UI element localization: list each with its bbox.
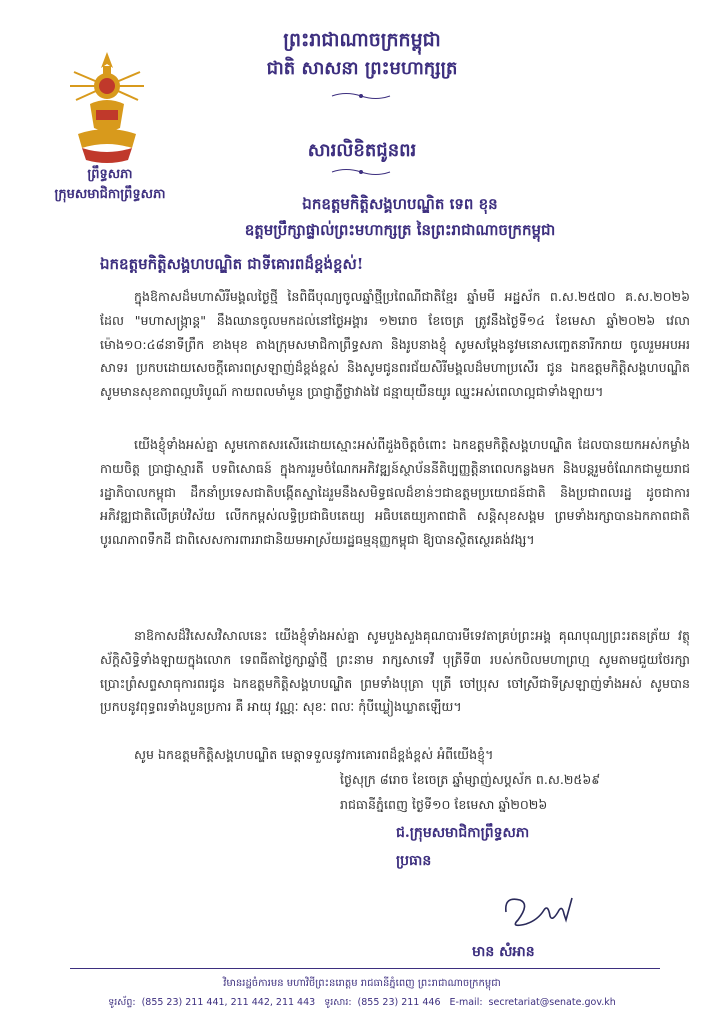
phone-number: (855 23) 211 441, 211 442, 211 443 [141,997,316,1008]
fax-number: (855 23) 211 446 [357,997,441,1008]
fax-label: ទូរសារ: [324,997,352,1008]
org-name-women-caucus: ក្រុមសមាជិកាព្រឹទ្ធសភា [54,187,166,202]
body-paragraph: ក្នុងឱកាសដ៏មហាសិរីមង្គលថ្ងៃថ្មី នៃពិធីបុណ្យចូលឆ្នាំថ្មីប្រពៃណីជាតិខ្មែរ ឆ្នាំមមី អដ្ឋស័ក ព.ស.២៥៧០ គ.ស.២០២៦ ដែល "មហាសង្ក្រាន្ត" នឹងឈានចូលមកដល់នៅថ្ងៃអង្គារ ១២រោច ខែចេត្រ ត្រូវនឹងថ្ងៃទី១៤ ខែមេសា ឆ្នាំ២០២៦ វេលាម៉ោង១០:៤៨នាទីព្រឹក ខាងមុខ តាងក្រុមសមាជិកាព្រឹទ្ធសភា និងរូបនាងខ្ញុំ សូមសម្តែងនូវមនោសញ្ចេតនារីករាយ ចូលរួមអបអរសាទរ ប្រកបដោយសេចក្តីគោរពស្រឡាញ់ដ៏ខ្ពង់ខ្ពស់ និងសូមជូនពរជ័យសិរីមង្គលដ៏មហាប្រសើរ ជូន ឯកឧត្តមកិត្តិសង្គហបណ្ឌិត សូមមានសុខភាពល្អបរិបូណ៍ កាយពលមាំមួន ប្រាជ្ញាភ្លឺថ្លាវាងវៃ ជន្មាយុយឺនយូរ ឈ្នះអស់ពេលាល្អជាទាំងឡាយ។ [100,289,690,400]
recipient-name: ឯកឧត្តមកិត្តិសង្គហបណ្ឌិត ទេព ខុន [302,195,498,213]
handwritten-signature [500,890,580,932]
signer-name: មាន សំអាន [472,944,535,960]
email-label: E-mail: [449,997,483,1008]
recipient-title: ឧត្តមប្រឹក្សាផ្ទាល់ព្រះមហាក្សត្រ នៃព្រះរាជាណាចក្រកម្ពុជា [244,221,556,239]
email-address: secretariat@senate.gov.kh [488,997,616,1008]
document-title: សារលិខិតជូនពរ [307,140,417,161]
lunar-date: ថ្ងៃសុក្រ ៨រោច ខែចេត្រ ឆ្នាំម្សាញ់សប្តស័ក ព.ស.២៥៦៩ [340,772,601,787]
phone-label: ទូរស័ព្ទ: [108,997,136,1008]
footer-address: វិមានរដ្ឋចំការមន មហាវិថីព្រះនរោត្តម រាជធានីភ្នំពេញ ព្រះរាជាណាចក្រកម្ពុជា [223,978,501,989]
motto-line: ជាតិ សាសនា ព្រះមហាក្សត្រ [266,58,458,79]
divider-ornament [330,90,392,102]
signing-organization: ជ.ក្រុមសមាជិកាព្រឹទ្ធសភា [396,825,530,841]
body-paragraph: នាឱកាសដ៏វិសេសវិសាលនេះ យើងខ្ញុំទាំងអស់គ្នា សូមបួងសួងគុណបារមីទេវតាគ្រប់ព្រះអង្គ គុណបុណ្យព្រះរតនត្រ័យ វត្ថុស័ក្តិសិទ្ធិទាំងឡាយក្នុងលោក ទេពធីតាថ្ងៃក្សាឆ្នាំថ្មី ព្រះនាម រាក្សសាទេវី បុត្រីទី៣ របស់កបិលមហាព្រហ្ម សូមតាមជួយថែរក្សា ប្រោះព្រំសព្ទសាធុការពរជូន ឯកឧត្តមកិត្តិសង្គហបណ្ឌិត ព្រមទាំងបុត្រា បុត្រី ចៅប្រុស ចៅស្រីជាទីស្រឡាញ់ទាំងអស់ សូមបានប្រកបនូវពុទ្ធពរទាំងបួនប្រការ គឺ អាយុ វណ្ណៈ សុខៈ ពលៈ កុំបីឃ្លៀងឃ្លាតឡើយ។ [100,628,690,715]
footer-divider [70,968,660,969]
kingdom-line: ព្រះរាជាណាចក្រកម្ពុជា [283,29,441,51]
divider-ornament [330,166,392,178]
body-paragraph: យើងខ្ញុំទាំងអស់គ្នា សូមកោតសរសើរដោយស្មោះអស់ពីដួងចិត្តចំពោះ ឯកឧត្តមកិត្តិសង្គហបណ្ឌិត ដែលបានយកអស់កម្លាំងកាយចិត្ត ប្រាជ្ញាស្មារតី បទពិសោធន៍ ក្នុងការរួមចំណែកអភិវឌ្ឍន៍ស្ថាប័ននីតិប្បញ្ញត្តិនាពេលកន្លងមក និងបន្តរួមចំណែកជាមួយរាជរដ្ឋាភិបាលកម្ពុជា ដឹកនាំប្រទេសជាតិបង្កើតស្នាដៃរួមនឹងសមិទ្ធផលដ៏ខាន់ៗជាឧត្តមប្រយោជន៍ជាតិ និងប្រជាពលរដ្ឋ ដូចជាការអភិវឌ្ឍជាតិលើគ្រប់វិស័យ លើកកម្ពស់លទ្ធិប្រជាធិបតេយ្យ អធិបតេយ្យភាពជាតិ សន្តិសុខសង្គម ព្រមទាំងរក្សាបានឯកភាពជាតិ បូរណភាពទឹកដី ជាពិសេសការពាររាជានិយមអាស្រ័យរដ្ឋធម្មនុញ្ញកម្ពុជា ឱ្យបានស្ថិតស្ថេរគង់វង្ស។ [100,437,690,548]
org-name-senate: ព្រឹទ្ធសភា [87,167,133,182]
signer-role: ប្រធាន [396,853,432,869]
closing-paragraph: សូម ឯកឧត្តមកិត្តិសង្គហបណ្ឌិត មេត្តាទទួលនូវការគោរពដ៏ខ្ពង់ខ្ពស់ អំពីយើងខ្ញុំ។ [134,747,494,762]
footer-contact [0,996,724,1010]
salutation: ឯកឧត្តមកិត្តិសង្គហបណ្ឌិត ជាទីគោរពដ៏ខ្ពង់ខ្ពស់! [100,255,364,273]
solar-date: រាជធានីភ្នំពេញ ថ្ងៃទី១០ ខែមេសា ឆ្នាំ២០២៦ [340,797,548,812]
